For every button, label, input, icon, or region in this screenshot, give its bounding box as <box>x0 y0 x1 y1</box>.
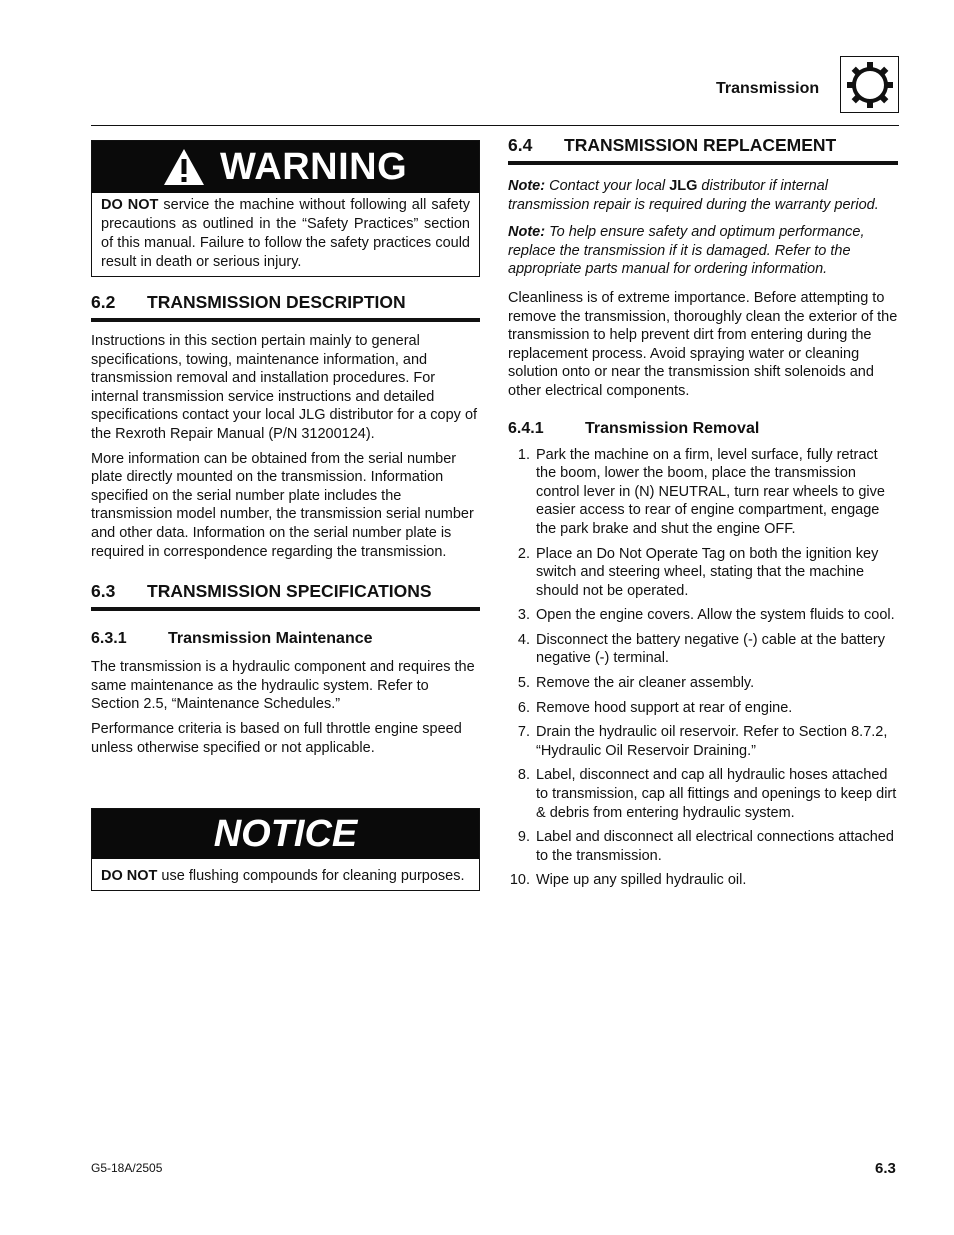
step-number: 4. <box>517 631 530 648</box>
subsection-number: 6.3.1 <box>91 630 127 648</box>
paragraph: Cleanliness is of extreme importance. Before attempting to remove the transmission, thoroughly clean the exterior of the transmission to help prevent dirt from entering during the replacement process. Avoid spraying water or cleaning solution onto or near the transmission shift solenoids and other electrical components. <box>508 289 898 399</box>
section-6-3-heading <box>91 581 480 611</box>
note-text: To help ensure safety and optimum performance, replace the transmission if it is damaged. Refer to the appropriate parts manual for ordering information. <box>508 224 865 278</box>
step-number: 7. <box>517 724 530 741</box>
list-item <box>508 631 898 668</box>
step-number: 1. <box>517 446 530 463</box>
notice-header <box>92 809 479 859</box>
subsection-6-4-1-heading <box>508 420 898 438</box>
warning-lead: DO NOT <box>101 197 159 213</box>
list-item <box>508 828 898 865</box>
step-text: Label, disconnect and cap all hydraulic hoses attached to transmission, cap all fittings and openings to keep dirt & debris from entering hydraulic system. <box>536 767 897 821</box>
note-label: Note: <box>508 224 546 241</box>
section-number: 6.2 <box>91 292 116 312</box>
step-text: Park the machine on a firm, level surface, fully retract the boom, lower the boom, place the transmission control lever in (N) NEUTRAL, turn rear wheels to give easier access to rear of engine compartment, engage the park brake and shut the engine OFF. <box>536 446 885 537</box>
note-brand: JLG <box>669 178 698 194</box>
warning-body-text: service the machine without following all safety precautions as outlined in the “Safety Practices” section of this manual. Failure to follow the safety practices could result in death or serious injury. <box>101 197 470 270</box>
step-number: 6. <box>517 699 530 716</box>
list-item <box>508 723 898 760</box>
notice-lead: DO NOT <box>101 868 158 885</box>
warning-triangle-icon <box>162 147 206 187</box>
notice-box <box>91 808 480 891</box>
section-title: TRANSMISSION SPECIFICATIONS <box>147 581 432 602</box>
step-number: 3. <box>517 607 530 624</box>
warning-text <box>92 193 479 276</box>
section-number: 6.3 <box>91 581 116 602</box>
list-item <box>508 871 898 890</box>
paragraph: The transmission is a hydraulic component and requires the same maintenance as the hydraulic system. Refer to Section 2.5, “Maintenance Schedules.” <box>91 659 475 713</box>
list-item <box>508 606 898 625</box>
step-text: Place an Do Not Operate Tag on both the ignition key switch and steering wheel, stating that the machine should not be operated. <box>536 545 879 599</box>
note-text: distributor if internal transmission repair is required during the warranty period. <box>508 178 879 213</box>
notice-body-text: use flushing compounds for cleaning purposes. <box>157 868 465 885</box>
list-item <box>508 674 898 693</box>
paragraph: Instructions in this section pertain mainly to general specifications, towing, maintenance information, and transmission removal and installation procedures. For internal transmission service instructions and detailed specifications contact your local JLG distributor for a copy of the Rexroth Repair Manual (P/N 31200124). <box>91 333 478 442</box>
gear-icon-box <box>840 56 899 113</box>
left-column <box>91 140 480 891</box>
header-title: Transmission <box>716 80 820 97</box>
note-label: Note: <box>508 178 546 194</box>
removal-steps-list <box>508 446 898 890</box>
section-number: 6.4 <box>508 135 533 155</box>
step-text: Open the engine covers. Allow the system fluids to cool. <box>536 607 895 624</box>
list-item <box>508 545 898 601</box>
list-item <box>508 699 898 718</box>
section-6-4-heading <box>508 135 898 165</box>
subsection-title: Transmission Removal <box>585 419 760 437</box>
list-item <box>508 766 898 822</box>
step-text: Drain the hydraulic oil reservoir. Refer to Section 8.7.2, “Hydraulic Oil Reservoir Draining.” <box>536 724 888 759</box>
warning-header <box>92 141 479 193</box>
footer-doc-id: G5-18A/2505 <box>91 1161 163 1175</box>
section-title: TRANSMISSION DESCRIPTION <box>147 292 406 312</box>
step-text: Remove hood support at rear of engine. <box>536 699 793 716</box>
note-2 <box>508 223 898 279</box>
warning-box <box>91 140 480 277</box>
subsection-6-3-1-heading <box>91 630 480 648</box>
step-text: Remove the air cleaner assembly. <box>536 675 755 692</box>
right-column <box>508 135 898 896</box>
step-number: 2. <box>517 545 530 562</box>
note-1 <box>508 177 898 214</box>
list-item <box>508 446 898 539</box>
step-text: Disconnect the battery negative (-) cable at the battery negative (-) terminal. <box>536 631 885 667</box>
gear-icon <box>845 60 895 110</box>
step-text: Label and disconnect all electrical connections attached to the transmission. <box>536 829 894 864</box>
step-number: 10. <box>509 872 530 889</box>
paragraph: Performance criteria is based on full throttle engine speed unless otherwise specified or not applicable. <box>91 720 462 756</box>
section-6-2-heading <box>91 292 480 322</box>
header-rule <box>91 125 899 126</box>
note-text: Contact your local <box>545 178 670 194</box>
paragraph: More information can be obtained from the serial number plate directly mounted on the transmission. Information specified on the serial number plate includes the transmission model number, the transmission serial number and other data. Information on the serial number plate is required in correspondence regarding the transmission. <box>91 450 474 560</box>
section-title: TRANSMISSION REPLACEMENT <box>564 135 837 155</box>
step-number: 9. <box>517 829 530 846</box>
notice-text <box>92 859 479 890</box>
notice-label: NOTICE <box>213 812 358 855</box>
step-number: 5. <box>517 675 530 692</box>
subsection-number: 6.4.1 <box>508 419 544 437</box>
warning-label: WARNING <box>220 145 408 188</box>
step-number: 8. <box>517 767 530 784</box>
subsection-title: Transmission Maintenance <box>168 630 373 648</box>
step-text: Wipe up any spilled hydraulic oil. <box>536 872 747 889</box>
footer-page-number: 6.3 <box>875 1160 896 1177</box>
